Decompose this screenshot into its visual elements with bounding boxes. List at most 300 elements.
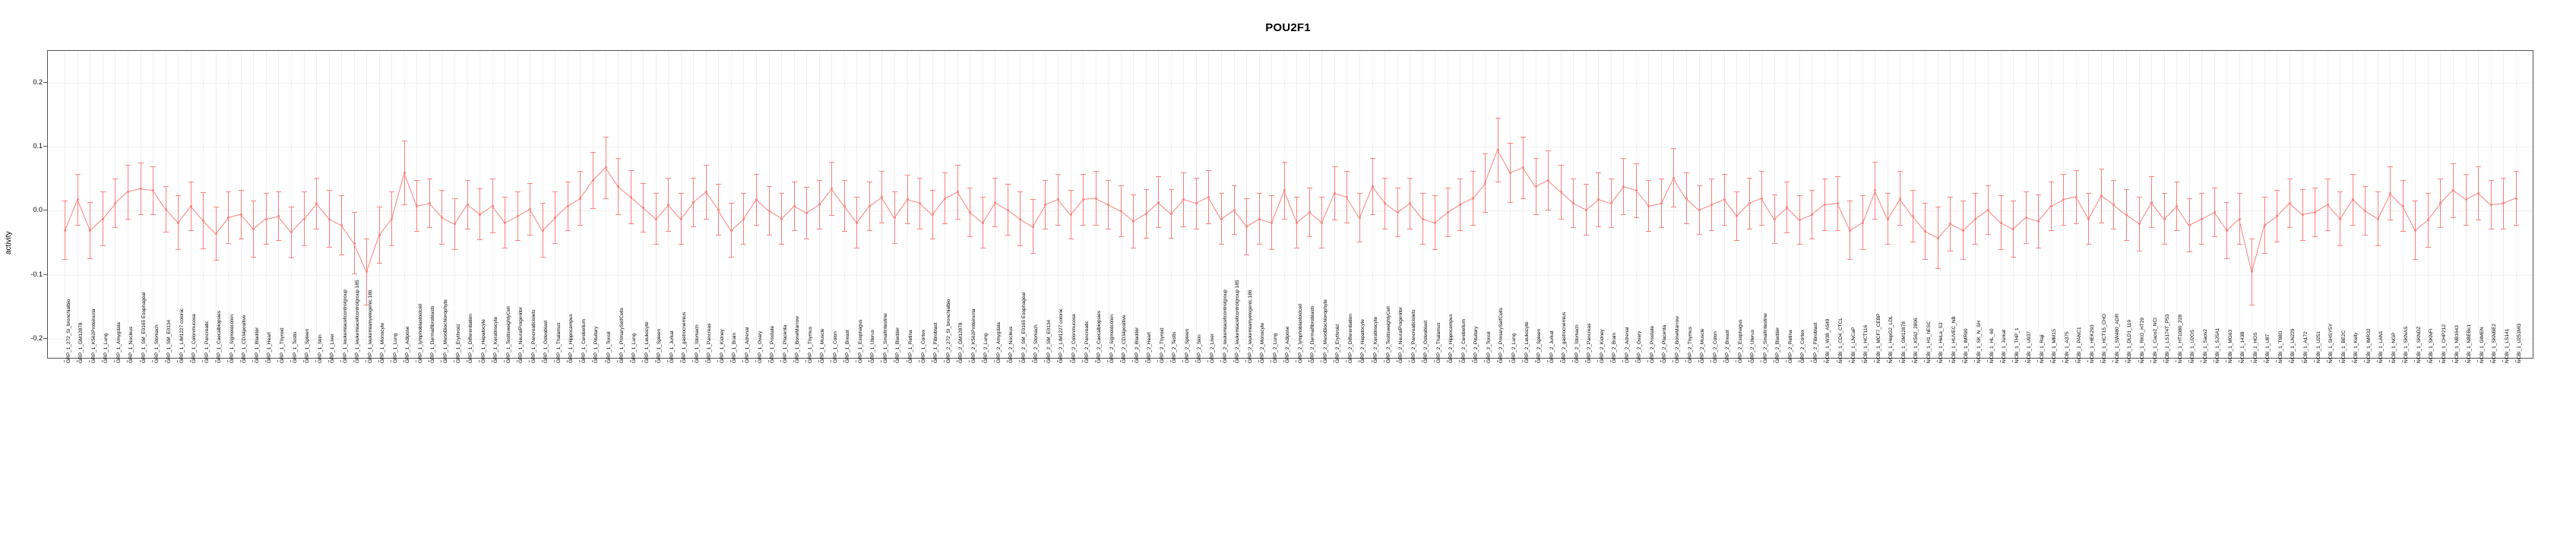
x-gridline: [379, 51, 380, 358]
x-tick-mark: [667, 360, 668, 362]
error-bar-cap: [2074, 170, 2079, 171]
data-point[interactable]: [630, 196, 632, 198]
error-bar-cap: [1144, 238, 1149, 239]
x-tick-mark: [2112, 360, 2113, 362]
error-bar-cap: [477, 239, 483, 240]
data-point[interactable]: [2025, 217, 2027, 219]
data-point[interactable]: [2150, 201, 2153, 204]
error-bar-cap: [1860, 195, 1866, 196]
data-point[interactable]: [2465, 198, 2467, 201]
series-line-segment: [806, 204, 819, 213]
series-line-segment: [2189, 219, 2202, 226]
error-bar-cap: [1809, 190, 1815, 191]
data-point[interactable]: [1258, 218, 1261, 220]
error-bar-cap: [1885, 193, 1891, 194]
x-tick-mark: [2339, 360, 2340, 362]
x-tick-mark: [2352, 360, 2353, 362]
error-bar-cap: [515, 240, 521, 241]
data-point[interactable]: [1207, 196, 1210, 198]
data-point[interactable]: [994, 201, 996, 204]
error-bar-cap: [264, 244, 269, 245]
data-point[interactable]: [1422, 218, 1424, 220]
x-tick-label: GRP_1_Pancreatic: [204, 321, 210, 363]
error-bar-cap: [1382, 178, 1388, 179]
data-point[interactable]: [1660, 202, 1663, 204]
x-tick-mark: [994, 360, 995, 362]
data-point[interactable]: [102, 218, 104, 220]
data-point[interactable]: [89, 229, 91, 232]
data-point[interactable]: [2502, 202, 2505, 204]
data-point[interactable]: [1359, 217, 1361, 219]
x-tick-mark: [2000, 360, 2001, 362]
data-point[interactable]: [2414, 229, 2416, 232]
data-point[interactable]: [140, 188, 142, 190]
error-bar-cap: [955, 219, 960, 220]
x-tick-mark: [805, 360, 806, 362]
series-line-segment: [291, 219, 304, 232]
error-bar-cap: [1156, 176, 1161, 177]
data-point[interactable]: [692, 201, 695, 204]
data-point[interactable]: [1849, 229, 1851, 232]
data-point[interactable]: [1095, 198, 1097, 200]
data-point[interactable]: [1685, 198, 1688, 200]
data-point[interactable]: [391, 218, 393, 220]
data-point[interactable]: [567, 205, 569, 207]
data-point[interactable]: [2163, 218, 2166, 220]
error-bar-cap: [2514, 225, 2519, 226]
data-point[interactable]: [2087, 218, 2090, 220]
data-point[interactable]: [1296, 222, 1298, 224]
error-bar-cap: [1709, 230, 1714, 231]
data-point[interactable]: [2327, 204, 2329, 206]
x-tick-label: GRP_1_Adrenal: [744, 327, 750, 363]
error-bar-cap: [75, 225, 81, 226]
series-line-segment: [441, 217, 454, 224]
error-bar-cap: [2400, 231, 2406, 232]
data-point[interactable]: [177, 222, 179, 224]
data-point[interactable]: [2377, 218, 2379, 220]
y-tick-label: 0.2: [33, 78, 43, 87]
x-tick-label: GRP_2_PrimarySelfCells: [1498, 308, 1505, 363]
data-point[interactable]: [1937, 237, 1939, 239]
series-line-segment: [2176, 206, 2188, 226]
data-point[interactable]: [881, 196, 883, 198]
x-tick-mark: [89, 360, 90, 362]
data-point[interactable]: [2439, 202, 2442, 204]
error-bar-cap: [1533, 214, 1539, 215]
data-point[interactable]: [2012, 228, 2014, 230]
data-point[interactable]: [957, 191, 959, 193]
data-point[interactable]: [1346, 196, 1348, 198]
x-tick-mark: [1472, 360, 1473, 362]
error-bar-cap: [2149, 227, 2154, 228]
error-bar-cap: [590, 152, 596, 153]
x-tick-label: NCBI_1_W38_A549: [1825, 318, 1831, 363]
data-point[interactable]: [403, 172, 406, 174]
series-line-segment: [1799, 214, 1812, 220]
data-point[interactable]: [944, 198, 946, 200]
x-tick-mark: [1874, 360, 1875, 362]
data-point[interactable]: [1585, 209, 1587, 211]
data-point[interactable]: [843, 205, 846, 207]
x-tick-mark: [1962, 360, 1963, 362]
series-line-segment: [731, 219, 744, 231]
data-point[interactable]: [517, 215, 519, 217]
data-point[interactable]: [742, 218, 745, 220]
data-point[interactable]: [869, 205, 871, 207]
x-tick-label: GRP_2_Liver: [1209, 333, 1215, 363]
x-tick-mark: [717, 360, 718, 362]
data-point[interactable]: [2201, 218, 2203, 220]
data-point[interactable]: [2490, 204, 2492, 206]
data-point[interactable]: [127, 191, 129, 193]
series-line-segment: [1560, 191, 1573, 204]
data-point[interactable]: [1472, 198, 1474, 200]
x-tick-mark: [1070, 360, 1071, 362]
series-line-segment: [2226, 219, 2239, 231]
data-point[interactable]: [303, 218, 305, 220]
x-tick-label: GRP_1_Stomach: [694, 324, 700, 363]
data-point[interactable]: [1723, 198, 1726, 201]
data-point[interactable]: [1007, 209, 1009, 211]
data-point[interactable]: [252, 228, 255, 230]
data-point[interactable]: [2515, 198, 2517, 200]
data-point[interactable]: [1887, 218, 1889, 220]
x-tick-mark: [2502, 360, 2503, 362]
error-bar-cap: [465, 180, 470, 181]
data-point[interactable]: [1245, 226, 1248, 228]
data-point[interactable]: [2264, 224, 2266, 226]
error-bar-cap: [2451, 163, 2456, 164]
error-bar-cap: [163, 186, 169, 187]
x-tick-label: NCBI_1_SKNBE2: [2492, 323, 2498, 363]
series-line-segment: [568, 198, 581, 207]
data-point[interactable]: [190, 205, 192, 207]
data-point[interactable]: [64, 229, 66, 232]
data-point[interactable]: [793, 205, 796, 207]
x-tick-mark: [1937, 360, 1938, 362]
series-line-segment: [2100, 195, 2113, 205]
data-point[interactable]: [2075, 196, 2078, 198]
data-point[interactable]: [2062, 198, 2065, 201]
data-point[interactable]: [542, 229, 544, 232]
data-point[interactable]: [1321, 222, 1323, 224]
x-tick-mark: [1145, 360, 1146, 362]
data-point[interactable]: [1837, 202, 1839, 204]
error-bar-cap: [691, 226, 696, 227]
error-bar-cap: [741, 193, 746, 194]
data-point[interactable]: [1774, 218, 1776, 220]
error-bar-cap: [2149, 176, 2154, 177]
data-point[interactable]: [1170, 213, 1172, 215]
data-point[interactable]: [1220, 218, 1223, 220]
x-tick-mark: [1585, 360, 1586, 362]
x-tick-label: GRP_2_Stomach: [1033, 324, 1040, 363]
data-point[interactable]: [227, 217, 229, 219]
x-tick-mark: [2289, 360, 2290, 362]
x-tick-label: NCBI_1_HUVEC_NB: [1951, 316, 1957, 363]
x-tick-label: GRP_1_K562Proteinuria: [90, 308, 97, 363]
x-tick-label: GRP_1_Kidney: [719, 329, 725, 363]
data-point[interactable]: [2214, 211, 2216, 213]
error-bar-cap: [239, 190, 244, 191]
data-point[interactable]: [2176, 205, 2178, 207]
error-bar-cap: [389, 191, 394, 192]
data-point[interactable]: [1560, 191, 1562, 193]
data-point[interactable]: [1233, 209, 1236, 211]
data-point[interactable]: [1736, 215, 1738, 217]
data-point[interactable]: [2427, 219, 2429, 221]
data-point[interactable]: [894, 217, 896, 219]
data-point[interactable]: [1334, 192, 1336, 194]
data-point[interactable]: [680, 218, 682, 220]
x-tick-label: NCBI_1_SKNAS: [2404, 326, 2410, 363]
data-point[interactable]: [1032, 226, 1034, 228]
x-tick-mark: [1044, 360, 1045, 362]
data-point[interactable]: [1497, 149, 1499, 151]
x-tick-label: NCBI_1_HT1080_228: [2177, 315, 2183, 363]
data-point[interactable]: [2251, 270, 2253, 273]
error-bar-cap: [1395, 236, 1400, 237]
x-tick-mark: [1685, 360, 1686, 362]
data-point[interactable]: [1484, 182, 1486, 184]
data-point[interactable]: [907, 198, 909, 201]
data-point[interactable]: [1459, 204, 1461, 206]
data-point[interactable]: [2037, 220, 2040, 223]
x-tick-label: GRP_2_Uterus: [1750, 329, 1756, 363]
error-bar-cap: [1596, 226, 1601, 227]
data-point[interactable]: [114, 202, 116, 204]
x-tick-label: NCBI_1_MCF7_CEBP: [1875, 313, 1881, 363]
x-tick-label: GRP_2_Lung: [1511, 333, 1517, 363]
x-tick-label: GRP_2_NeuralProgenitor: [1398, 306, 1404, 363]
x-tick-label: GRP_1_Osteoblast: [543, 320, 549, 363]
error-bar-cap: [1017, 191, 1023, 192]
data-point[interactable]: [1799, 219, 1801, 221]
data-point[interactable]: [1082, 198, 1084, 201]
x-tick-mark: [277, 360, 278, 362]
series-line-segment: [1573, 203, 1586, 210]
x-tick-mark: [1245, 360, 1246, 362]
error-bar-cap: [1244, 198, 1249, 199]
error-bar-cap: [477, 188, 483, 189]
error-bar-cap: [590, 208, 596, 209]
x-tick-label: GRP_1_PrimarySelfCells: [619, 308, 625, 363]
data-point[interactable]: [1748, 202, 1751, 204]
data-point[interactable]: [605, 166, 607, 169]
x-tick-label: GRP_1_SM_E0165 Esophageal: [141, 292, 147, 363]
x-tick-mark: [1748, 360, 1749, 362]
error-bar-cap: [879, 171, 885, 172]
data-point[interactable]: [2239, 218, 2241, 220]
data-point[interactable]: [454, 223, 456, 225]
data-point[interactable]: [818, 204, 821, 206]
x-tick-label: GRP_1_leukemiacellcontrolgroup: [342, 289, 348, 363]
data-point[interactable]: [2402, 205, 2404, 207]
data-point[interactable]: [1710, 204, 1713, 206]
data-point[interactable]: [1862, 222, 1864, 224]
series-line-segment: [1120, 210, 1133, 221]
series-line-segment: [2277, 203, 2290, 217]
data-point[interactable]: [77, 198, 79, 201]
x-tick-mark: [152, 360, 153, 362]
data-point[interactable]: [856, 222, 858, 224]
data-point[interactable]: [1673, 177, 1675, 179]
error-bar-cap: [1671, 148, 1676, 149]
error-bar-cap: [1257, 244, 1262, 245]
data-point[interactable]: [479, 213, 481, 216]
data-point[interactable]: [1962, 229, 1964, 232]
error-bar-cap: [1621, 214, 1626, 215]
error-bar-cap: [2224, 202, 2229, 203]
data-point[interactable]: [1987, 209, 1989, 211]
x-tick-label: GRP_2_Ovary: [1637, 330, 1643, 363]
x-tick-label: GRP_1_Erythroid: [455, 324, 461, 363]
error-bar-cap: [552, 191, 558, 192]
x-tick-label: NCBI_1_HCT15_CHO: [2102, 313, 2108, 363]
data-point[interactable]: [592, 179, 594, 182]
data-point[interactable]: [2314, 211, 2316, 213]
data-point[interactable]: [2050, 205, 2052, 207]
data-point[interactable]: [1145, 213, 1147, 215]
data-point[interactable]: [705, 191, 707, 193]
x-tick-mark: [730, 360, 731, 362]
x-tick-mark: [1987, 360, 1988, 362]
data-point[interactable]: [215, 232, 217, 235]
x-tick-mark: [2439, 360, 2440, 362]
data-point[interactable]: [1309, 211, 1311, 213]
series-line-segment: [253, 219, 266, 229]
data-point[interactable]: [328, 218, 331, 220]
series-line-segment: [1171, 199, 1184, 213]
x-tick-mark: [2490, 360, 2491, 362]
x-tick-label: GRP_2_GM12878: [958, 322, 964, 363]
x-tick-label: GRP_2_SM_E0134: [1046, 319, 1052, 363]
x-tick-label: GRP_2_leukemiamyelogenic 186: [1247, 289, 1253, 363]
data-point[interactable]: [1447, 211, 1449, 213]
data-point[interactable]: [1397, 211, 1399, 213]
error-bar-cap: [716, 235, 721, 236]
error-bar-cap: [1232, 234, 1237, 235]
data-point[interactable]: [1434, 222, 1436, 224]
error-bar-cap: [1370, 158, 1375, 159]
data-point[interactable]: [2339, 218, 2341, 220]
series-line-segment: [1623, 186, 1636, 191]
error-bar-cap: [2350, 225, 2356, 226]
data-point[interactable]: [467, 204, 469, 206]
x-tick-label: GRP_2_Caecalbiopsies: [1097, 310, 1103, 363]
error-bar-cap: [955, 165, 960, 166]
error-bar-cap: [2300, 240, 2305, 241]
x-tick-label: GRP_2_Pancreaticislets: [1410, 309, 1416, 363]
x-tick-label: GRP_2_CD34positive: [1122, 315, 1128, 363]
error-bar-cap: [2362, 186, 2368, 187]
data-point[interactable]: [2138, 223, 2141, 225]
data-point[interactable]: [1195, 202, 1198, 204]
error-bar-cap: [176, 249, 181, 250]
error-bar-cap: [2024, 243, 2029, 244]
error-bar-cap: [1055, 174, 1061, 175]
series-line-segment: [1963, 219, 1976, 231]
error-bar-cap: [666, 178, 671, 179]
data-point[interactable]: [1899, 198, 1901, 200]
data-point[interactable]: [2000, 222, 2002, 224]
x-tick-label: GRP_2_Bladder: [1134, 327, 1140, 363]
error-bar-cap: [125, 219, 131, 220]
data-point[interactable]: [2276, 215, 2278, 217]
series-line-segment: [793, 206, 806, 213]
error-bar-cap: [1847, 259, 1853, 260]
error-bar-cap: [1344, 171, 1350, 172]
data-point[interactable]: [165, 208, 167, 210]
data-point[interactable]: [2188, 224, 2191, 226]
error-bar-cap: [1194, 178, 1199, 179]
series-line-segment: [894, 199, 907, 217]
data-point[interactable]: [982, 222, 984, 224]
data-point[interactable]: [2477, 192, 2479, 194]
data-point[interactable]: [1698, 209, 1701, 211]
data-point[interactable]: [1912, 215, 1914, 217]
x-tick-label: GRP_1_Keratinocyte: [493, 316, 499, 363]
series-line-segment: [718, 210, 731, 230]
data-point[interactable]: [554, 217, 556, 219]
error-bar-cap: [2237, 193, 2242, 194]
data-point[interactable]: [240, 213, 242, 216]
data-point[interactable]: [805, 212, 808, 214]
data-point[interactable]: [290, 231, 293, 233]
data-point[interactable]: [780, 218, 783, 220]
x-tick-mark: [1535, 360, 1536, 362]
error-bar-cap: [679, 244, 684, 245]
error-bar-cap: [502, 197, 508, 198]
data-point[interactable]: [730, 229, 733, 232]
data-point[interactable]: [655, 218, 657, 220]
series-line-segment: [152, 190, 165, 209]
series-line-segment: [543, 217, 555, 231]
error-bar-cap: [817, 180, 822, 181]
series-line-segment: [1598, 199, 1611, 204]
x-tick-mark: [1509, 360, 1510, 362]
x-tick-mark: [969, 360, 970, 362]
data-point[interactable]: [353, 242, 356, 245]
x-tick-mark: [1622, 360, 1623, 362]
error-bar-cap: [552, 243, 558, 244]
data-point[interactable]: [492, 205, 494, 207]
x-tick-label: GRP_2_Erythroid: [1335, 324, 1341, 363]
x-tick-label: GRP_1_NeuralProgenitor: [518, 306, 524, 363]
y-axis: [0, 50, 47, 359]
data-point[interactable]: [2226, 229, 2228, 232]
error-bar-cap: [1860, 249, 1866, 250]
data-point[interactable]: [1610, 202, 1612, 204]
data-point[interactable]: [366, 270, 368, 273]
data-point[interactable]: [504, 222, 506, 224]
error-bar-cap: [1684, 223, 1689, 224]
error-bar-cap: [2375, 245, 2381, 246]
x-tick-mark: [1572, 360, 1573, 362]
data-point[interactable]: [1271, 222, 1273, 224]
data-point[interactable]: [1761, 198, 1763, 200]
data-point[interactable]: [1824, 204, 1826, 206]
x-axis-labels: [47, 280, 2533, 542]
data-point[interactable]: [1132, 220, 1135, 223]
series-line-segment: [2075, 197, 2088, 219]
data-point[interactable]: [579, 198, 581, 200]
series-line-segment: [983, 202, 995, 223]
data-point[interactable]: [378, 234, 381, 236]
data-point[interactable]: [265, 218, 267, 220]
series-line-segment: [517, 209, 530, 217]
